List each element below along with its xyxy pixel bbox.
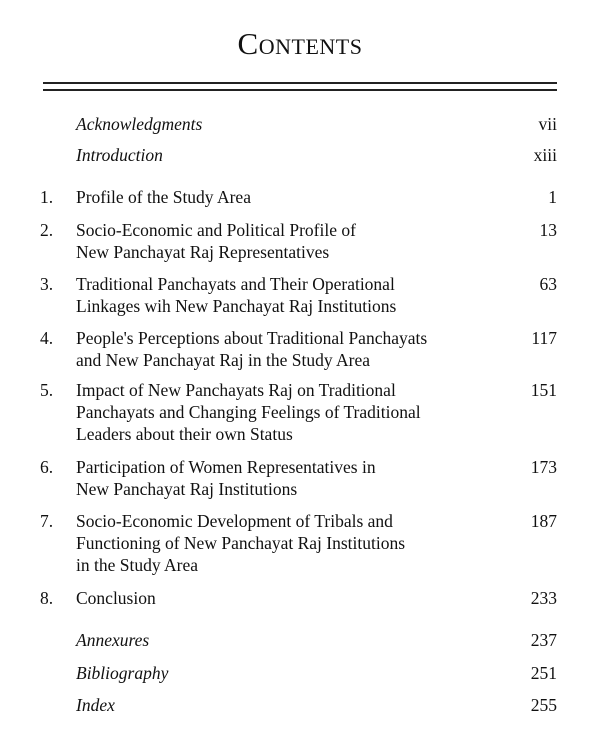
chapter-number: 2. <box>40 220 54 240</box>
chapter-number: 5. <box>40 380 54 400</box>
chapter-title-line: Traditional Panchayats and Their Operational <box>76 274 395 294</box>
divider-bottom <box>43 89 557 91</box>
chapter-number: 4. <box>40 328 54 348</box>
chapter-title-line: and New Panchayat Raj in the Study Area <box>76 350 371 370</box>
entry-page: 187 <box>530 511 557 531</box>
divider-top <box>43 82 557 84</box>
entry-page: 1 <box>548 187 557 207</box>
chapter-title-line: Socio-Economic and Political Profile of <box>76 220 356 240</box>
entry-page: xiii <box>533 145 557 165</box>
page-title: Contents <box>237 26 363 61</box>
chapter-title-line: Conclusion <box>76 588 156 608</box>
entry-label: Annexures <box>76 630 150 650</box>
entry-page: 13 <box>539 220 557 240</box>
chapter-number: 1. <box>40 187 54 207</box>
entry-page: 173 <box>530 457 557 477</box>
chapter-number: 3. <box>40 274 54 294</box>
chapter-title-line: in the Study Area <box>76 555 198 575</box>
entry-page: 237 <box>530 630 557 650</box>
chapter-title-line: Linkages wih New Panchayat Raj Institutions <box>76 296 397 316</box>
chapter-number: 7. <box>40 511 54 531</box>
chapter-title-line: Leaders about their own Status <box>76 424 293 444</box>
chapter-title-line: Panchayats and Changing Feelings of Traditional <box>76 402 421 422</box>
chapter-title-line: Impact of New Panchayats Raj on Traditional <box>76 380 396 400</box>
chapter-title-line: Functioning of New Panchayat Raj Institutions <box>76 533 406 553</box>
entry-label: Bibliography <box>76 663 169 683</box>
entry-label: Index <box>76 695 115 715</box>
entry-label: Acknowledgments <box>76 114 203 134</box>
entry-label: Introduction <box>76 145 163 165</box>
entry-page: 151 <box>530 380 557 400</box>
entry-page: 251 <box>530 663 557 683</box>
entry-page: 117 <box>531 328 557 348</box>
entry-page: 63 <box>539 274 557 294</box>
chapter-title-line: New Panchayat Raj Institutions <box>76 479 298 499</box>
entry-page: 255 <box>530 695 557 715</box>
entry-page: 233 <box>530 588 557 608</box>
chapter-title-line: Profile of the Study Area <box>76 187 251 207</box>
chapter-title-line: Socio-Economic Development of Tribals and <box>76 511 393 531</box>
chapter-title-line: New Panchayat Raj Representatives <box>76 242 330 262</box>
entry-page: vii <box>538 114 557 134</box>
chapter-number: 8. <box>40 588 54 608</box>
chapter-title-line: Participation of Women Representatives in <box>76 457 376 477</box>
chapter-number: 6. <box>40 457 54 477</box>
chapter-title-line: People's Perceptions about Traditional Panchayats <box>76 328 428 348</box>
